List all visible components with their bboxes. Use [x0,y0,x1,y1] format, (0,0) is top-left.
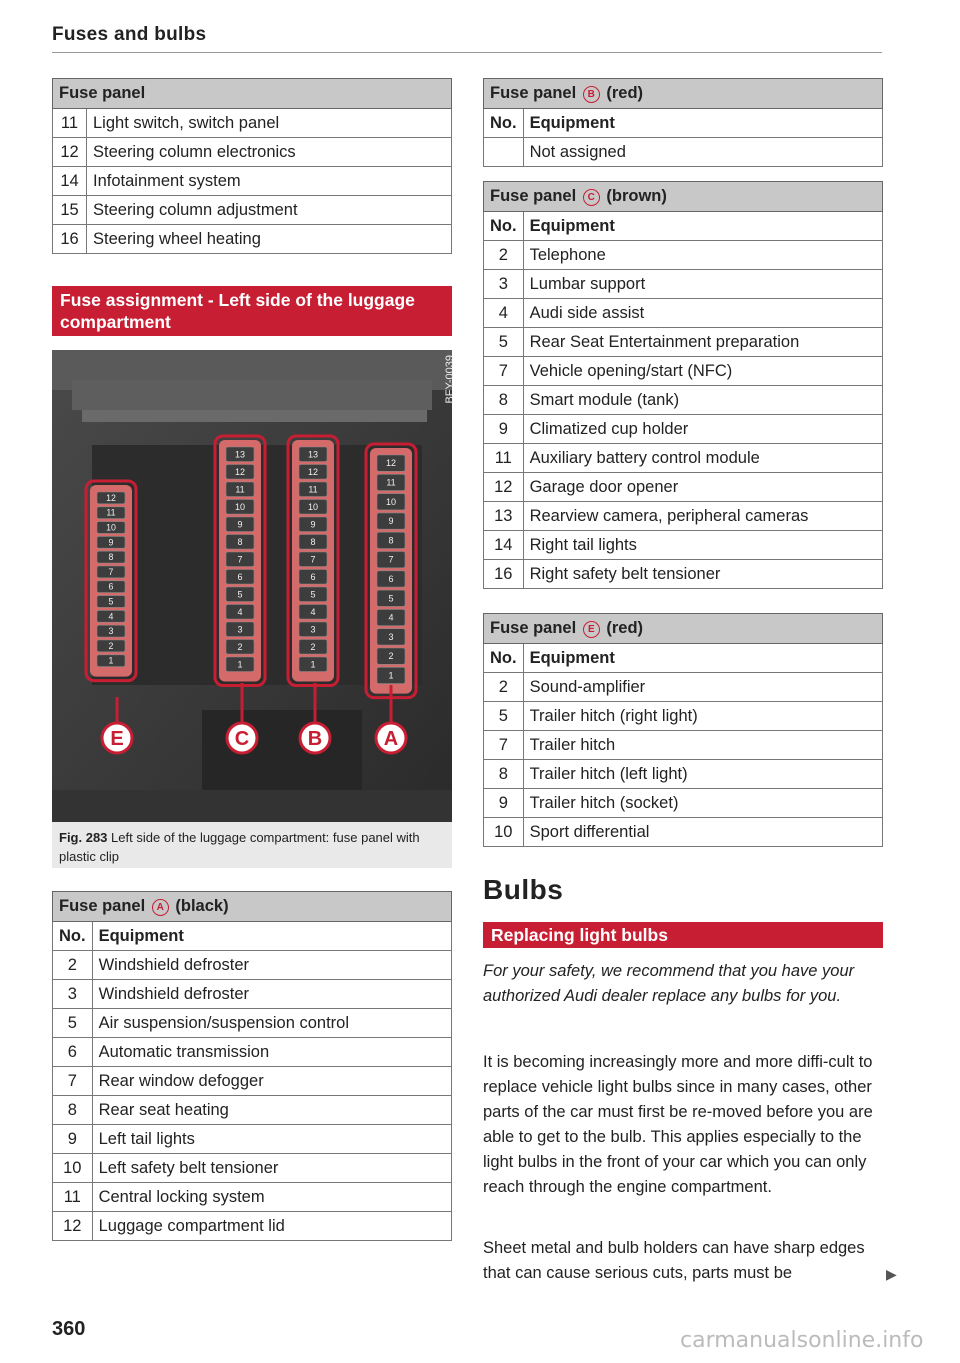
table-caption [53,892,452,922]
equipment-cell: Auxiliary battery control module [523,444,882,473]
caption-prefix: Fuse panel [490,619,577,637]
fuse-number-cell: 2 [484,673,524,702]
callout-label: C [234,728,250,750]
fuse-slot-label: 3 [108,626,114,637]
table-row [53,109,452,138]
table-row [484,357,883,386]
fuse-slot-label: 12 [106,492,116,503]
fuse-number-cell: 10 [484,818,524,847]
equipment-cell: Climatized cup holder [523,415,882,444]
fuse-number-cell: 11 [53,1183,93,1212]
fuse-number-cell: 4 [484,299,524,328]
fuse-slot-label: 1 [310,659,316,670]
fuse-slot-label: 10 [234,501,246,512]
table-row [53,1183,452,1212]
fuse-slot-label: 10 [307,501,319,512]
fuse-panel-continued-table [52,78,452,254]
caption-suffix: (black) [175,897,229,915]
fuse-number-cell: 13 [484,502,524,531]
figure-code: BFY-0039 [444,355,457,404]
fuse-slot-label: 4 [310,606,316,617]
fuse-slot-label: 9 [237,519,243,530]
equipment-cell: Audi side assist [523,299,882,328]
fuse-number-cell: 7 [53,1067,93,1096]
fuse-slot-label: 13 [234,449,246,460]
table-row [484,138,883,167]
equipment-cell: Left tail lights [92,1125,451,1154]
fuse-number-cell: 5 [53,1009,93,1038]
equipment-cell: Right tail lights [523,531,882,560]
watermark: carmanualsonline.info [680,1328,924,1353]
fuse-slot-label: 3 [237,624,243,635]
caption-suffix: (red) [606,84,644,102]
equipment-cell: Windshield defroster [92,951,451,980]
fuse-slot-label: 7 [108,566,114,577]
equipment-cell: Trailer hitch (right light) [523,702,882,731]
equipment-cell: Not assigned [523,138,882,167]
fuse-box-figure [52,350,457,822]
fuse-number-cell: 2 [484,241,524,270]
equipment-cell: Light switch, switch panel [87,109,452,138]
fuse-number-cell: 9 [484,789,524,818]
table-row [484,531,883,560]
caption-prefix: Fuse panel [59,897,146,915]
equipment-cell: Trailer hitch (left light) [523,760,882,789]
fuse-slot-label: 9 [108,537,114,548]
replacing-bulbs-heading [483,922,883,948]
table-row [53,1009,452,1038]
fuse-slot-label: 3 [310,624,316,635]
fuse-number-cell: 11 [53,109,87,138]
table-row [53,167,452,196]
panel-letter-badge: C [583,189,600,206]
table-row [484,760,883,789]
fuse-number-cell: 10 [53,1154,93,1183]
fuse-number-cell [484,138,524,167]
fuse-slot-label: 11 [386,477,396,488]
fuse-slot-label: 6 [388,573,394,584]
table-row [53,196,452,225]
equipment-cell: Telephone [523,241,882,270]
fuse-slot-label: 2 [108,640,114,651]
equipment-cell: Sport differential [523,818,882,847]
fuse-slot-label: 7 [310,554,316,565]
fuse-number-cell: 5 [484,328,524,357]
caption-prefix: Fuse panel [490,84,577,102]
fuse-panel-c-table [483,181,883,589]
equipment-cell: Steering column adjustment [87,196,452,225]
table-row [484,502,883,531]
table-row [53,225,452,254]
caption-prefix: Fuse panel [490,187,577,205]
fuse-slot-label: 5 [237,589,243,600]
table-row [53,1038,452,1067]
header-divider [52,52,882,53]
equipment-cell: Left safety belt tensioner [92,1154,451,1183]
table-row [484,386,883,415]
table-row [484,415,883,444]
continue-arrow-icon: ▶ [886,1266,897,1282]
fuse-number-cell: 7 [484,357,524,386]
fuse-number-cell: 11 [484,444,524,473]
column-header-equipment: Equipment [523,109,882,138]
table-caption: Fuse panel [53,79,452,109]
fuse-panel-a-table [52,891,452,1241]
equipment-cell: Trailer hitch [523,731,882,760]
fuse-slot-label: 11 [106,507,116,518]
fuse-number-cell: 5 [484,702,524,731]
table-row [53,1096,452,1125]
figure-caption [52,822,452,868]
bulbs-heading: Bulbs [483,874,564,905]
equipment-cell: Trailer hitch (socket) [523,789,882,818]
callout-label: E [110,728,124,750]
fuse-slot-label: 7 [388,554,394,565]
fuse-slot-label: 8 [237,536,243,547]
column-header-no: No. [484,644,524,673]
column-header-equipment: Equipment [92,922,451,951]
equipment-cell: Steering column electronics [87,138,452,167]
page-header-title: Fuses and bulbs [52,24,207,45]
equipment-cell: Air suspension/suspension control [92,1009,451,1038]
fuse-slot-label: 8 [310,536,316,547]
fuse-number-cell: 8 [484,386,524,415]
fuse-slot-label: 13 [307,449,319,460]
fuse-number-cell: 6 [53,1038,93,1067]
fuse-slot-label: 3 [388,631,394,642]
fuse-slot-label: 4 [108,611,114,622]
caption-suffix: (red) [606,619,644,637]
equipment-cell: Garage door opener [523,473,882,502]
equipment-cell: Rearview camera, peripheral cameras [523,502,882,531]
table-row [484,673,883,702]
fuse-number-cell: 7 [484,731,524,760]
fuse-number-cell: 9 [53,1125,93,1154]
equipment-cell: Vehicle opening/start (NFC) [523,357,882,386]
fuse-panel-e-table [483,613,883,847]
table-row [53,138,452,167]
table-row [484,444,883,473]
fuse-number-cell: 12 [53,138,87,167]
fuse-number-cell: 8 [484,760,524,789]
page-number: 360 [52,1318,86,1340]
fuse-number-cell: 9 [484,415,524,444]
bulbs-paragraph-1: It is becoming increasingly more and more diffi-cult to replace vehicle light bulbs since in many cases, other parts of the car must first be re-moved before you are able to get to the bulb. This applies especially to the light bulbs in the front of your car which you can only reach through the engine compartment. [483,1053,873,1196]
equipment-cell: Rear Seat Entertainment preparation [523,328,882,357]
fuse-number-cell: 16 [484,560,524,589]
fuse-number-cell: 2 [53,951,93,980]
section-heading-left-luggage [52,286,452,336]
panel-letter-badge: B [583,86,600,103]
fuse-slot-label: 10 [385,496,397,507]
fuse-number-cell: 12 [53,1212,93,1241]
fuse-slot-label: 8 [388,535,394,546]
table-row [484,731,883,760]
bulbs-intro-text: For your safety, we recommend that you have your authorized Audi dealer replace any bulbs for you. [483,962,855,1005]
fuse-slot-label: 5 [388,593,394,604]
panel-letter-badge: E [583,621,600,638]
column-header-no: No. [484,212,524,241]
fuse-slot-label: 6 [108,581,114,592]
callout-label: A [383,728,399,750]
table-row [484,328,883,357]
fuse-number-cell: 14 [53,167,87,196]
table-row [53,1154,452,1183]
fuse-slot-label: 9 [310,519,316,530]
fuse-slot-label: 6 [310,571,316,582]
table-row [484,299,883,328]
equipment-cell: Automatic transmission [92,1038,451,1067]
table-row [484,241,883,270]
fuse-slot-label: 9 [388,516,394,527]
equipment-cell: Rear seat heating [92,1096,451,1125]
figure-caption-text: Left side of the luggage compartment: fuse panel with plastic clip [59,830,420,864]
column-header-equipment: Equipment [523,644,882,673]
fuse-slot-label: 5 [108,596,114,607]
table-row [53,951,452,980]
fuse-slot-label: 5 [310,589,316,600]
equipment-cell: Smart module (tank) [523,386,882,415]
column-header-equipment: Equipment [523,212,882,241]
fuse-slot-label: 1 [237,659,243,670]
fuse-slot-label: 1 [388,670,394,681]
table-caption [484,79,883,109]
column-header-no: No. [484,109,524,138]
table-row [484,818,883,847]
replacing-bulbs-heading-text: Replacing light bulbs [491,925,668,945]
table-row [53,1067,452,1096]
fuse-slot-label: 2 [310,641,316,652]
callout-label: B [307,728,323,750]
panel-letter-badge: A [152,899,169,916]
table-row [53,1125,452,1154]
section-heading-text: Fuse assignment - Left side of the luggage compartment [60,290,415,332]
fuse-number-cell: 3 [484,270,524,299]
fuse-slot-label: 4 [237,606,243,617]
fuse-number-cell: 3 [53,980,93,1009]
table-row [484,702,883,731]
table-caption [484,614,883,644]
table-row [53,980,452,1009]
table-row [484,270,883,299]
fuse-slot-label: 8 [108,552,114,563]
caption-suffix: (brown) [606,187,667,205]
table-row [484,473,883,502]
fuse-slot-label: 12 [307,466,319,477]
fuse-slot-label: 10 [106,522,116,533]
column-header-no: No. [53,922,93,951]
fuse-number-cell: 15 [53,196,87,225]
equipment-cell: Central locking system [92,1183,451,1212]
fuse-number-cell: 8 [53,1096,93,1125]
figure-caption-label: Fig. 283 [59,830,108,845]
fuse-slot-label: 7 [237,554,243,565]
fuse-slot-label: 11 [308,484,318,495]
table-row [53,1212,452,1241]
fuse-slot-label: 12 [385,458,397,469]
fuse-number-cell: 12 [484,473,524,502]
equipment-cell: Rear window defogger [92,1067,451,1096]
table-caption [484,182,883,212]
fuse-panel-b-table [483,78,883,167]
equipment-cell: Steering wheel heating [87,225,452,254]
fuse-slot-label: 6 [237,571,243,582]
fuse-slot-label: 4 [388,612,394,623]
equipment-cell: Luggage compartment lid [92,1212,451,1241]
fuse-slot-label: 2 [237,641,243,652]
bulbs-paragraph-2: Sheet metal and bulb holders can have sharp edges that can cause serious cuts, parts must be [483,1239,865,1282]
fuse-slot-label: 11 [235,484,245,495]
equipment-cell: Lumbar support [523,270,882,299]
equipment-cell: Infotainment system [87,167,452,196]
equipment-cell: Windshield defroster [92,980,451,1009]
table-row [484,789,883,818]
fuse-slot-label: 1 [108,655,114,666]
fuse-slot-label: 2 [388,651,394,662]
fuse-number-cell: 14 [484,531,524,560]
fuse-slot-label: 12 [234,466,246,477]
equipment-cell: Sound-amplifier [523,673,882,702]
fuse-box-illustration [52,350,457,822]
table-row [484,560,883,589]
equipment-cell: Right safety belt tensioner [523,560,882,589]
fuse-number-cell: 16 [53,225,87,254]
